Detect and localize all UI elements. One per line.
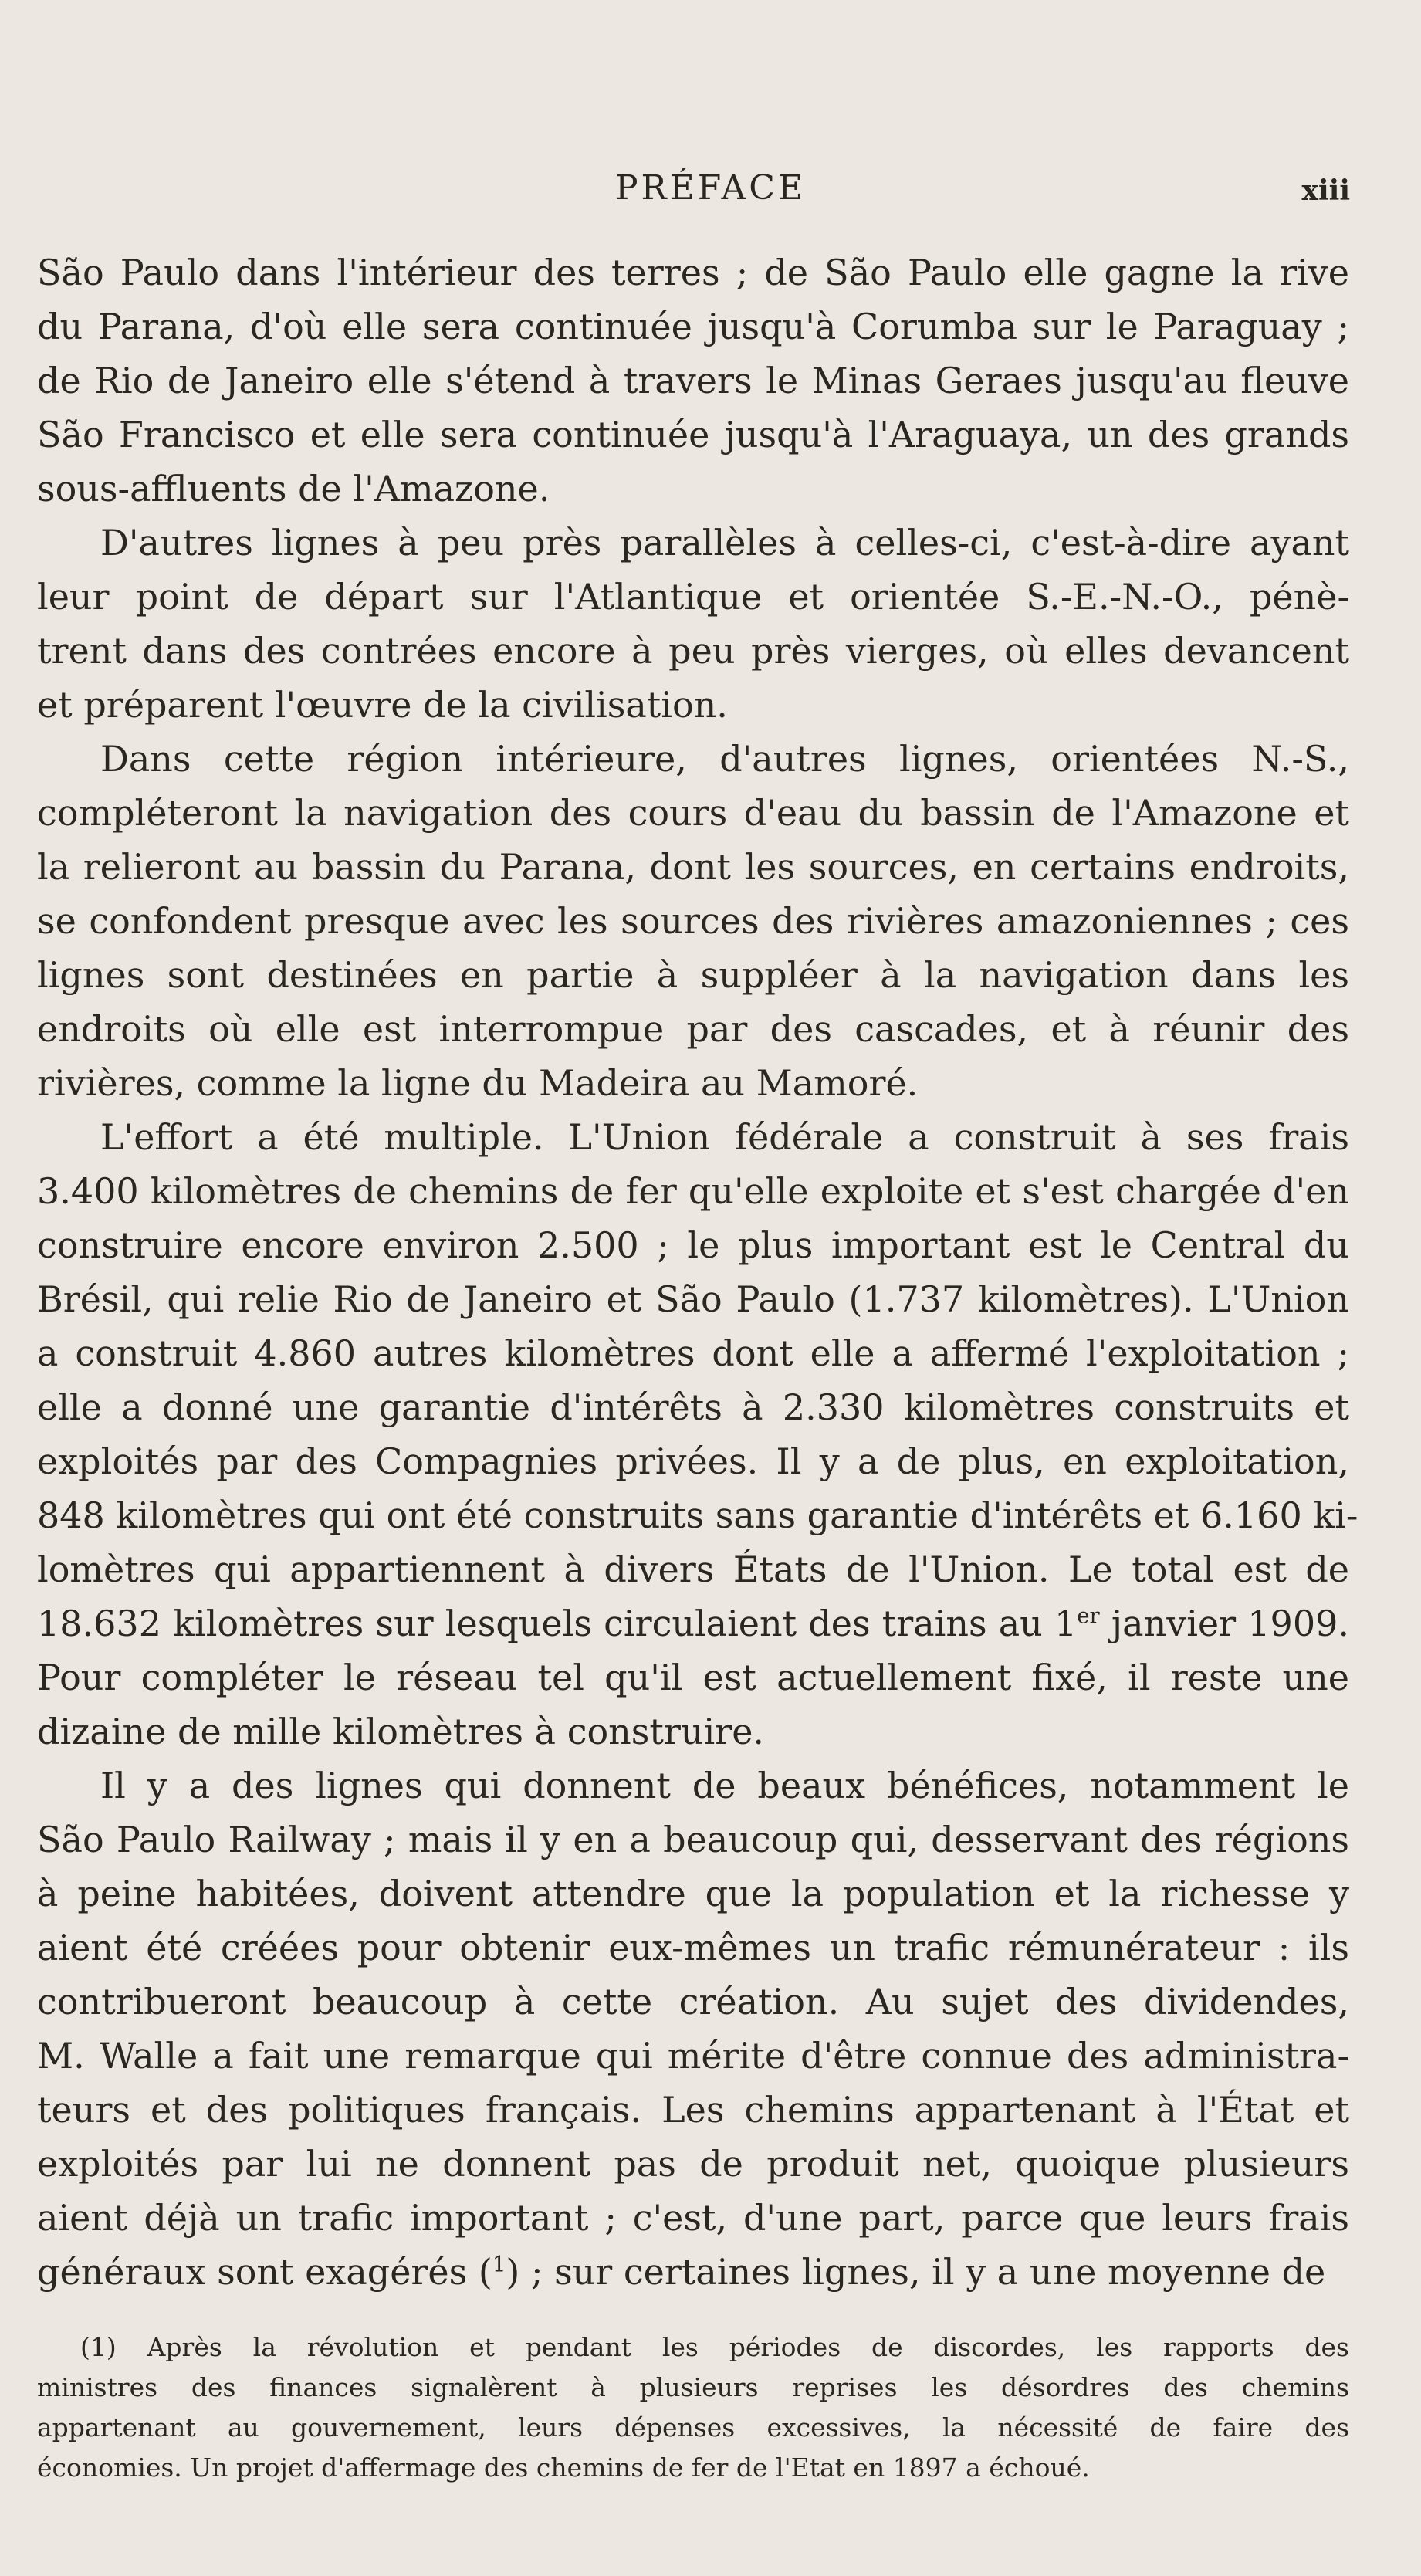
- footnote: [37, 2327, 1349, 2488]
- text-line: Pour compléter le réseau tel qu'il est actuellement fixé, il reste une: [37, 1657, 1349, 1698]
- text-line: et préparent l'œuvre de la civilisation.: [37, 684, 728, 726]
- text-line: São Paulo dans l'intérieur des terres ; de São Paulo elle gagne la rive: [37, 252, 1349, 293]
- paragraph: [37, 516, 1349, 732]
- text-line: dizaine de mille kilomètres à construire.: [37, 1711, 765, 1752]
- text-line: aient déjà un trafic important ; c'est, d'une part, parce que leurs frais: [37, 2197, 1349, 2239]
- text-line: Brésil, qui relie Rio de Janeiro et São Paulo (1.737 kilomètres). L'Union: [37, 1278, 1349, 1320]
- footnote-line: ministres des finances signalèrent à plusieurs reprises les désordres des chemins: [37, 2372, 1349, 2402]
- text-line: contribueront beaucoup à cette création. Au sujet des dividendes,: [37, 1981, 1349, 2023]
- paragraph: [37, 1759, 1349, 2299]
- text-line: sous-affluents de l'Amazone.: [37, 468, 550, 509]
- text-line: São Francisco et elle sera continuée jusqu'à l'Araguaya, un des grands: [37, 414, 1349, 455]
- text-line: a construit 4.860 autres kilomètres dont elle a affermé l'exploitation ;: [37, 1332, 1349, 1374]
- text-line: endroits où elle est interrompue par des cascades, et à réunir des: [37, 1008, 1349, 1050]
- text-line: 848 kilomètres qui ont été construits sans garantie d'intérêts et 6.160 ki-: [37, 1494, 1358, 1536]
- text-line: 18.632 kilomètres sur lesquels circulaient des trains au 1er janvier 1909.: [37, 1603, 1349, 1644]
- text-line: à peine habitées, doivent attendre que la population et la richesse y: [37, 1873, 1349, 1914]
- footnote-line: économies. Un projet d'affermage des chemins de fer de l'Etat en 1897 a échoué.: [37, 2452, 1090, 2483]
- text-line: trent dans des contrées encore à peu près vierges, où elles devancent: [37, 630, 1349, 672]
- page-title: PRÉFACE: [614, 168, 807, 208]
- text-line: généraux sont exagérés ($^1$) ; sur certaines lignes, il y a une moyenne de: [37, 2251, 1326, 2293]
- text-line: M. Walle a fait une remarque qui mérite d'être connue des administra-: [37, 2035, 1349, 2077]
- paragraph: [37, 1110, 1358, 1759]
- text-line: Il y a des lignes qui donnent de beaux bénéfices, notamment le: [100, 1765, 1349, 1806]
- text-line: du Parana, d'où elle sera continuée jusqu'à Corumba sur le Paraguay ;: [37, 306, 1349, 347]
- text-line: teurs et des politiques français. Les chemins appartenant à l'État et: [37, 2089, 1349, 2131]
- text-line: aient été créées pour obtenir eux-mêmes un trafic rémunérateur : ils: [37, 1927, 1349, 1968]
- text-line: L'effort a été multiple. L'Union fédérale a construit à ses frais: [100, 1116, 1349, 1158]
- text-line: lomètres qui appartiennent à divers États de l'Union. Le total est de: [37, 1549, 1349, 1590]
- text-line: Dans cette région intérieure, d'autres lignes, orientées N.-S.,: [100, 738, 1349, 780]
- text-line: lignes sont destinées en partie à suppléer à la navigation dans les: [37, 954, 1349, 996]
- text-line: se confondent presque avec les sources des rivières amazoniennes ; ces: [37, 900, 1349, 942]
- page-number: xiii: [1301, 174, 1350, 207]
- text-line: 3.400 kilomètres de chemins de fer qu'elle exploite et s'est chargée d'en: [37, 1170, 1349, 1212]
- text-line: São Paulo Railway ; mais il y en a beaucoup qui, desservant des régions: [37, 1819, 1349, 1860]
- footnote-line: (1) Après la révolution et pendant les périodes de discordes, les rapports des: [80, 2332, 1349, 2362]
- text-line: elle a donné une garantie d'intérêts à 2.330 kilomètres construits et: [37, 1386, 1349, 1428]
- footnote-line: appartenant au gouvernement, leurs dépenses excessives, la nécessité de faire des: [37, 2412, 1349, 2442]
- paragraph: [37, 732, 1349, 1110]
- text-line: de Rio de Janeiro elle s'étend à travers le Minas Geraes jusqu'au fleuve: [37, 360, 1349, 401]
- body-text: [37, 245, 1358, 2299]
- text-line: rivières, comme la ligne du Madeira au Mamoré.: [37, 1062, 919, 1104]
- text-line: la relieront au bassin du Parana, dont les sources, en certains endroits,: [37, 846, 1349, 888]
- text-line: construire encore environ 2.500 ; le plus important est le Central du: [37, 1224, 1349, 1266]
- footnotes: [37, 2327, 1349, 2488]
- text-line: D'autres lignes à peu près parallèles à celles-ci, c'est-à-dire ayant: [100, 522, 1349, 564]
- text-line: exploités par lui ne donnent pas de produit net, quoique plusieurs: [37, 2143, 1349, 2185]
- text-line: compléteront la navigation des cours d'eau du bassin de l'Amazone et: [37, 792, 1349, 834]
- paragraph: [37, 245, 1349, 516]
- text-line: leur point de départ sur l'Atlantique et orientée S.-E.-N.-O., pénè-: [37, 576, 1349, 618]
- running-head: [0, 168, 1421, 215]
- text-line: exploités par des Compagnies privées. Il y a de plus, en exploitation,: [37, 1440, 1349, 1482]
